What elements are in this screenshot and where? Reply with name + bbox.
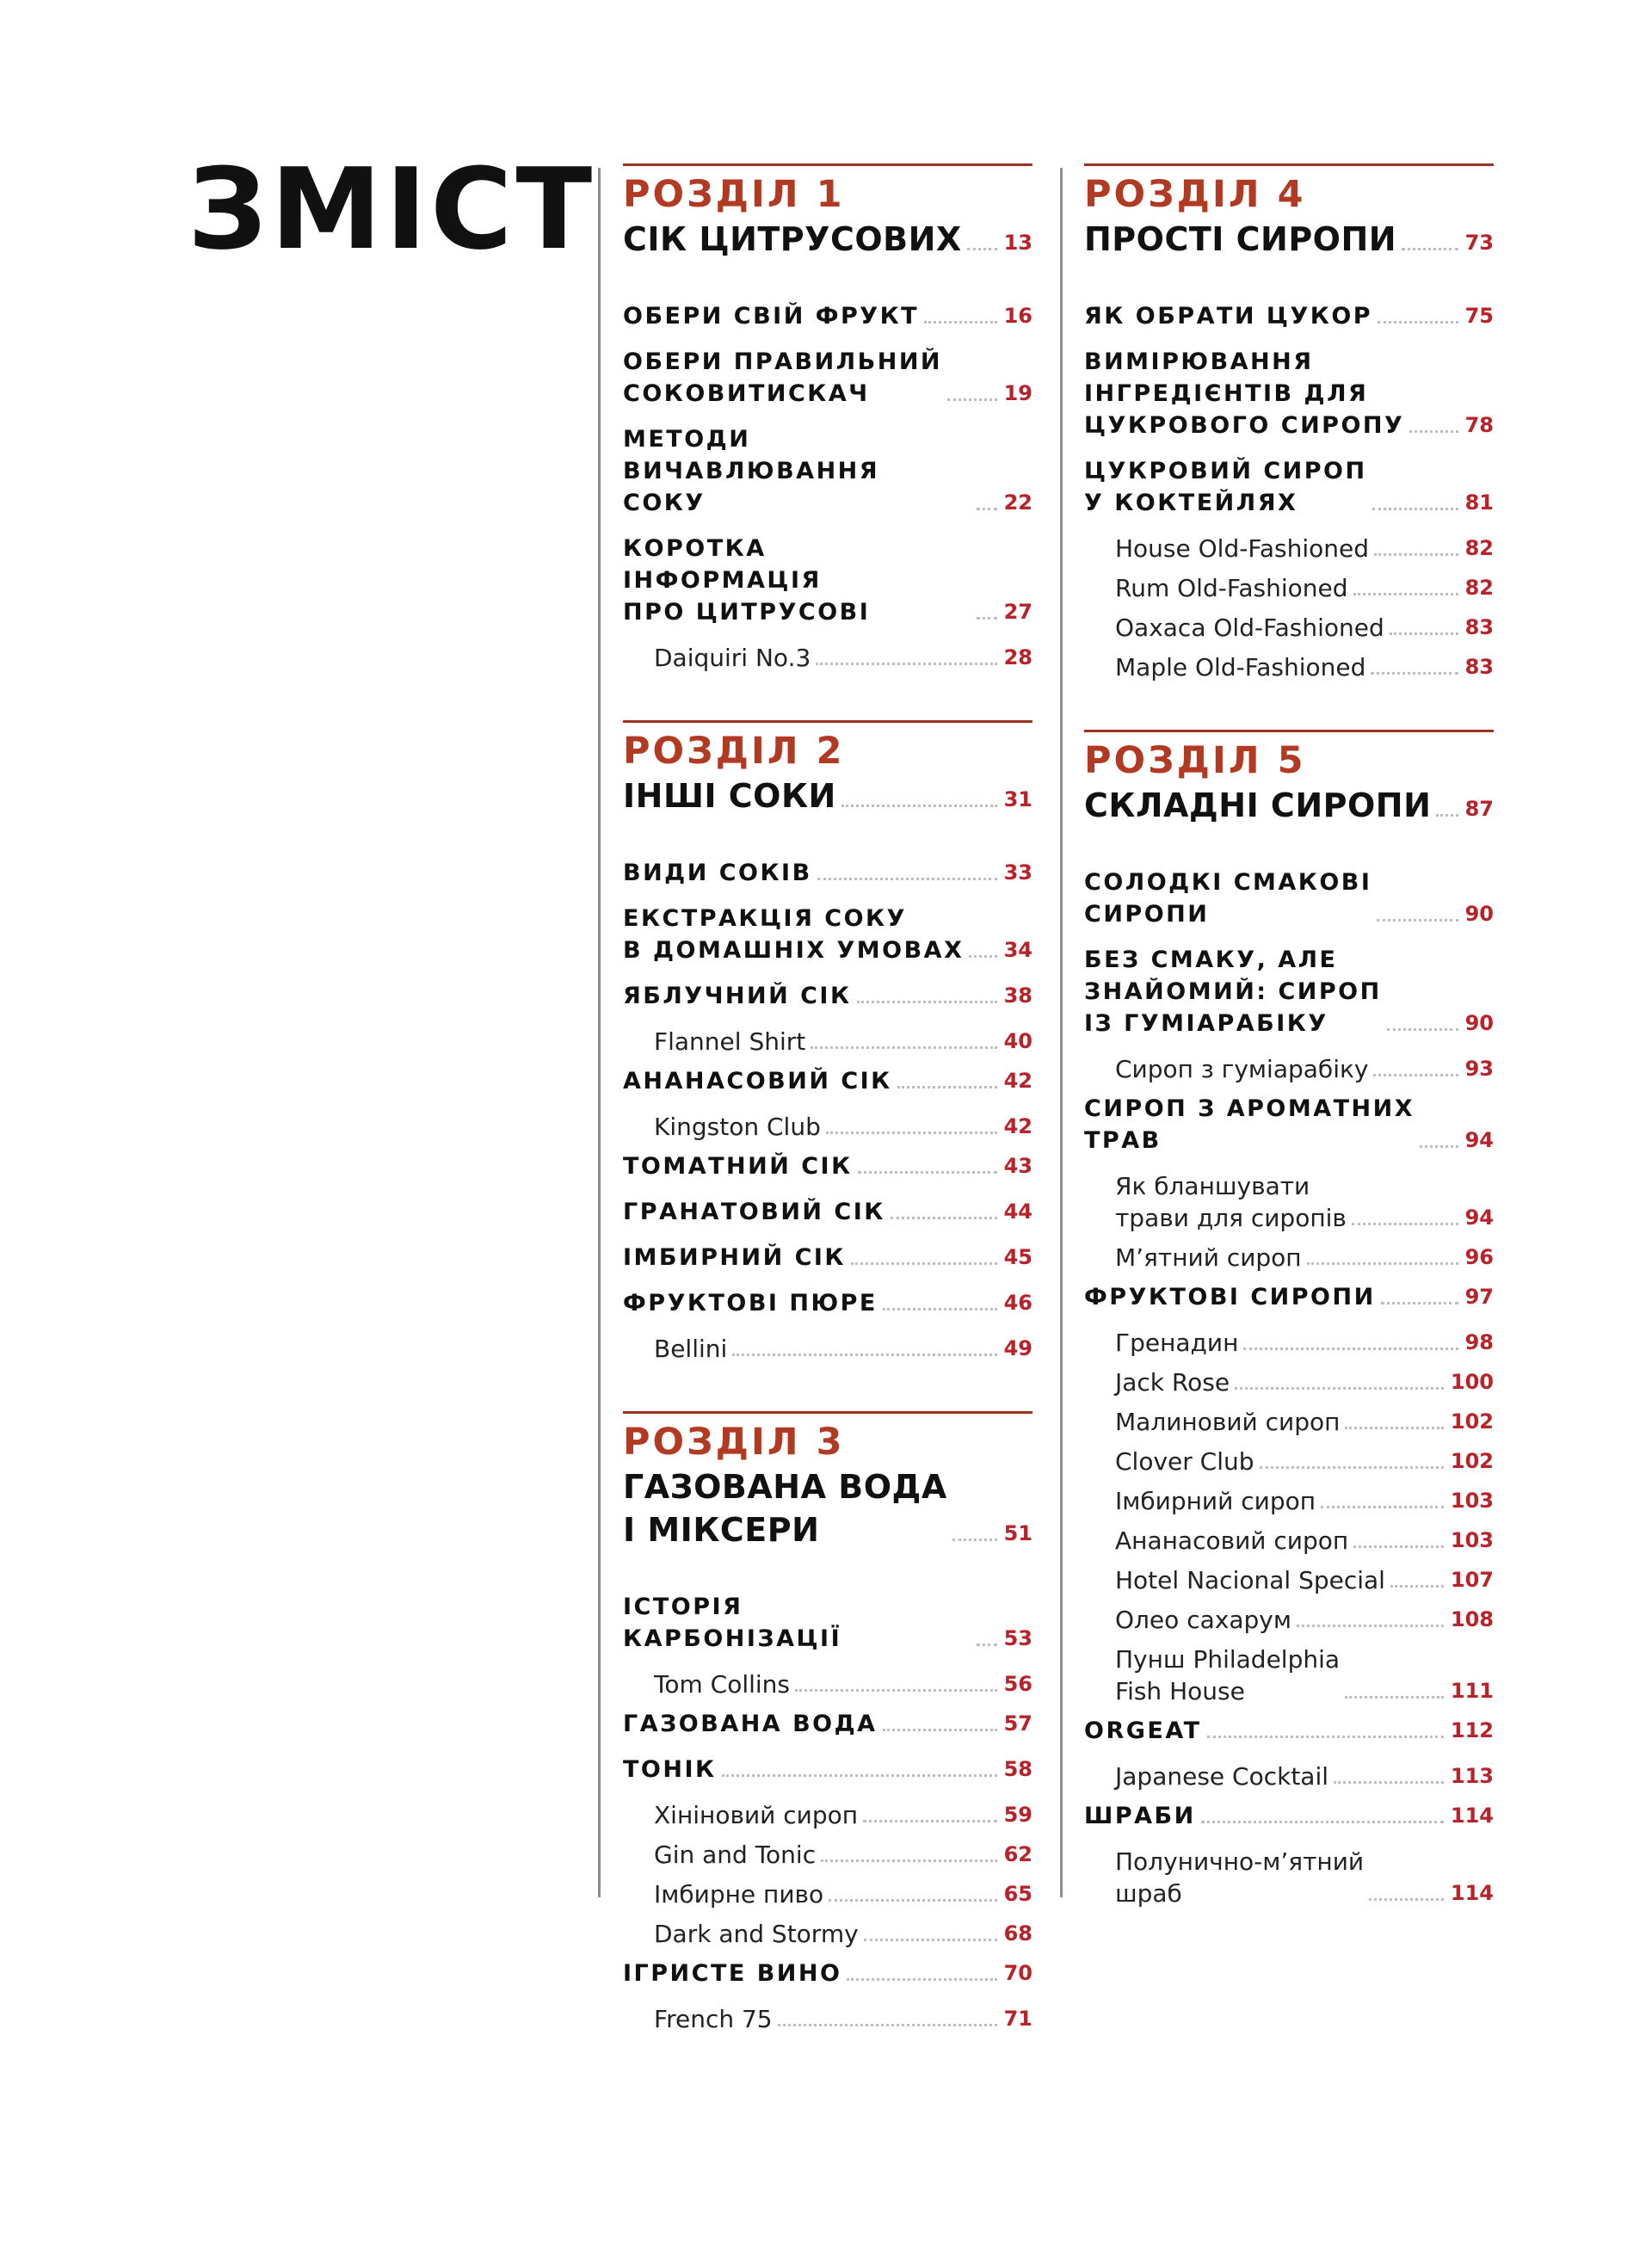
dot-leader: [1436, 814, 1458, 817]
page-title: ЗМІСТ: [188, 144, 596, 274]
entry-page-number: 108: [1450, 1607, 1494, 1631]
entry-title: Maple Old-Fashioned: [1115, 653, 1366, 681]
toc-entry[interactable]: [1084, 1715, 1494, 1747]
toc-subentry[interactable]: [1084, 1406, 1494, 1438]
toc-subentry[interactable]: [1084, 1604, 1494, 1636]
toc-entry[interactable]: [623, 1196, 1032, 1228]
dot-leader: [847, 1978, 996, 1981]
entry-page-number: 46: [1003, 1291, 1032, 1315]
entry-page-number: 27: [1003, 600, 1032, 624]
dot-leader: [778, 2024, 997, 2026]
entry-title: ВИДИ СОКІВ: [623, 860, 812, 886]
dot-leader: [1307, 1262, 1458, 1265]
entry-title: СИРОП З АРОМАТНИХ ТРАВ: [1084, 1095, 1415, 1154]
entry-title: Імбирний сироп: [1115, 1487, 1316, 1515]
entry-page-number: 100: [1450, 1370, 1494, 1394]
toc-subentry[interactable]: [1084, 1053, 1494, 1085]
entry-title: Rum Old-Fashioned: [1115, 574, 1348, 602]
entry-title: ОБЕРИ СВІЙ ФРУКТ: [623, 303, 920, 330]
entry-page-number: 16: [1003, 304, 1032, 328]
dot-leader: [851, 1262, 997, 1265]
entry-page-number: 112: [1450, 1718, 1494, 1742]
toc-entry[interactable]: [623, 1242, 1032, 1273]
entry-title: ІСТОРІЯ КАРБОНІЗАЦІЇ: [623, 1594, 842, 1652]
entry-title: ШРАБИ: [1084, 1803, 1196, 1829]
dot-leader: [969, 955, 996, 958]
entry-title: ФРУКТОВІ СИРОПИ: [1084, 1284, 1376, 1310]
chapter-title-row[interactable]: [1084, 218, 1494, 261]
entry-page-number: 113: [1450, 1764, 1494, 1788]
dot-leader: [1297, 1625, 1444, 1627]
dot-leader: [1402, 248, 1458, 250]
entry-page-number: 93: [1464, 1057, 1494, 1081]
toc-subentry[interactable]: [1084, 1846, 1494, 1909]
entry-page-number: 28: [1003, 645, 1032, 669]
entry-title: Gin and Tonic: [654, 1841, 817, 1869]
entry-page-number: 43: [1003, 1154, 1032, 1178]
entry-title: ГРАНАТОВИЙ СІК: [623, 1199, 885, 1225]
dot-leader: [1334, 1781, 1444, 1784]
entry-page-number: 78: [1464, 413, 1494, 437]
entry-page-number: 70: [1003, 1961, 1032, 1985]
entry-title: МЕТОДИ ВИЧАВЛЮВАННЯ СОКУ: [623, 426, 880, 516]
dot-leader: [1353, 1545, 1444, 1548]
entry-page-number: 82: [1464, 536, 1494, 560]
dot-leader: [857, 1001, 997, 1003]
entry-title: ЦУКРОВИЙ СИРОП У КОКТЕЙЛЯХ: [1084, 458, 1367, 516]
entry-title: СОЛОДКІ СМАКОВІ СИРОПИ: [1084, 869, 1372, 928]
entry-page-number: 49: [1003, 1336, 1032, 1360]
entry-title: Dark and Stormy: [654, 1920, 859, 1948]
chapter-title-row[interactable]: [1084, 784, 1494, 827]
entry-title: Kingston Club: [654, 1113, 821, 1141]
chapter-label: РОЗДІЛ 2: [623, 730, 845, 773]
entry-page-number: 40: [1003, 1029, 1032, 1053]
dot-leader: [924, 321, 997, 324]
chapter-section: [1084, 730, 1494, 1909]
entry-title: Daiquiri No.3: [654, 644, 811, 672]
entry-page-number: 38: [1003, 984, 1032, 1008]
toc-subentry[interactable]: [1084, 533, 1494, 564]
entry-page-number: 59: [1003, 1803, 1032, 1827]
entry-title: ЕКСТРАКЦІЯ СОКУ В ДОМАШНІХ УМОВАХ: [623, 905, 965, 964]
dot-leader: [883, 1308, 997, 1310]
toc-entry[interactable]: [623, 1287, 1032, 1319]
chapter-divider: [1084, 163, 1494, 166]
toc-subentry[interactable]: [1084, 1761, 1494, 1792]
dot-leader: [1207, 1736, 1444, 1738]
dot-leader: [967, 248, 997, 250]
chapter-title: СКЛАДНІ СИРОПИ: [1084, 786, 1432, 824]
toc-subentry[interactable]: [1084, 1327, 1494, 1359]
entry-title: ВИМІРЮВАННЯ ІНГРЕДІЄНТІВ ДЛЯ ЦУКРОВОГО СИРОПУ: [1084, 348, 1405, 439]
dot-leader: [1381, 1302, 1458, 1304]
dot-leader: [1260, 1466, 1444, 1469]
entry-page-number: 102: [1450, 1409, 1494, 1434]
chapter-title: ПРОСТІ СИРОПИ: [1084, 220, 1397, 258]
toc-entry[interactable]: [623, 980, 1032, 1012]
dot-leader: [1243, 1347, 1458, 1350]
chapter-section: [1084, 163, 1494, 683]
toc-entry[interactable]: [1084, 1093, 1494, 1156]
chapter-divider: [623, 163, 1032, 166]
chapter-title: СІК ЦИТРУСОВИХ: [623, 220, 962, 258]
toc-entry[interactable]: [1084, 866, 1494, 930]
entry-page-number: 94: [1464, 1128, 1494, 1152]
chapter-title: ІНШІ СОКИ: [623, 777, 836, 815]
entry-title: ГАЗОВАНА ВОДА: [623, 1711, 878, 1737]
toc-subentry[interactable]: [1084, 1446, 1494, 1477]
entry-title: Oaxaca Old-Fashioned: [1115, 614, 1384, 642]
dot-leader: [1390, 632, 1458, 635]
entry-page-number: 34: [1003, 938, 1032, 962]
dot-leader: [1409, 430, 1458, 433]
entry-page-number: 71: [1003, 2007, 1032, 2031]
chapter-title-row[interactable]: [623, 218, 1032, 261]
entry-page-number: 82: [1464, 576, 1494, 600]
dot-leader: [1387, 1028, 1458, 1031]
toc-entry[interactable]: [1084, 346, 1494, 441]
entry-title: Ананасовий сироп: [1115, 1526, 1349, 1555]
entry-title: ТОМАТНИЙ СІК: [623, 1153, 853, 1180]
dot-leader: [829, 1899, 996, 1902]
chapter-label: РОЗДІЛ 3: [623, 1421, 845, 1464]
toc-entry[interactable]: [623, 300, 1032, 332]
dot-leader: [863, 1820, 997, 1822]
entry-page-number: 33: [1003, 860, 1032, 885]
toc-subentry[interactable]: [623, 1333, 1032, 1365]
toc-entry[interactable]: [623, 1065, 1032, 1097]
dot-leader: [977, 617, 997, 620]
dot-leader: [811, 1046, 996, 1049]
dot-leader: [795, 1689, 997, 1692]
dot-leader: [1321, 1506, 1444, 1508]
toc-subentry[interactable]: [1084, 1170, 1494, 1234]
toc-entry[interactable]: [623, 903, 1032, 966]
entry-title: Гренадин: [1115, 1329, 1239, 1357]
entry-title: Hotel Nacional Special: [1115, 1566, 1385, 1594]
chapter-title-row[interactable]: [623, 774, 1032, 817]
toc-entry[interactable]: [623, 1591, 1032, 1655]
toc-subentry[interactable]: [623, 1668, 1032, 1700]
dot-leader: [1201, 1821, 1444, 1823]
toc-entry[interactable]: [1084, 300, 1494, 332]
toc-entry[interactable]: [1084, 455, 1494, 519]
entry-page-number: 102: [1450, 1449, 1494, 1473]
entry-page-number: 96: [1464, 1245, 1494, 1269]
toc-subentry[interactable]: [1084, 612, 1494, 644]
dot-leader: [977, 1643, 997, 1646]
entry-title: Flannel Shirt: [654, 1027, 806, 1056]
dot-leader: [826, 1132, 997, 1134]
dot-leader: [897, 1086, 997, 1088]
entry-title: ІМБИРНИЙ СІК: [623, 1244, 846, 1271]
toc-entry[interactable]: [623, 1958, 1032, 1989]
toc-entry[interactable]: [1084, 1281, 1494, 1313]
entry-page-number: 103: [1450, 1489, 1494, 1513]
dot-leader: [1345, 1696, 1444, 1699]
toc-entry[interactable]: [623, 857, 1032, 889]
toc-subentry[interactable]: [1084, 1242, 1494, 1273]
entry-title: ОБЕРИ ПРАВИЛЬНИЙ СОКОВИТИСКАЧ: [623, 348, 943, 407]
entry-page-number: 94: [1464, 1206, 1494, 1230]
toc-subentry[interactable]: [1084, 1525, 1494, 1557]
entry-page-number: 56: [1003, 1672, 1032, 1696]
dot-leader: [858, 1171, 997, 1174]
dot-leader: [1420, 1145, 1458, 1148]
entry-page-number: 44: [1003, 1199, 1032, 1224]
dot-leader: [821, 1859, 996, 1862]
entry-page-number: 53: [1003, 1626, 1032, 1650]
toc-entry[interactable]: [623, 423, 1032, 519]
dot-leader: [1373, 1074, 1458, 1076]
toc-subentry[interactable]: [623, 2003, 1032, 2035]
chapter-title: ГАЗОВАНА ВОДА І МІКСЕРИ: [623, 1468, 947, 1549]
dot-leader: [891, 1217, 997, 1219]
dot-leader: [732, 1354, 996, 1356]
dot-leader: [1235, 1387, 1444, 1390]
entry-page-number: 90: [1464, 902, 1494, 926]
entry-page-number: 98: [1464, 1330, 1494, 1354]
entry-title: ІГРИСТЕ ВИНО: [623, 1960, 842, 1987]
dot-leader: [977, 508, 997, 510]
entry-title: Сироп з гуміарабіку: [1115, 1055, 1369, 1083]
toc-subentry[interactable]: [623, 642, 1032, 674]
toc-entry[interactable]: [1084, 944, 1494, 1039]
toc-column-right: [1084, 163, 1494, 1956]
toc-entry[interactable]: [623, 1150, 1032, 1182]
entry-page-number: 107: [1450, 1568, 1494, 1592]
entry-title: Хініновий сироп: [654, 1801, 859, 1829]
entry-title: ЯК ОБРАТИ ЦУКОР: [1084, 303, 1373, 330]
entry-page-number: 114: [1450, 1881, 1494, 1905]
toc-entry[interactable]: [623, 1708, 1032, 1740]
toc-entry[interactable]: [623, 533, 1032, 628]
toc-subentry[interactable]: [623, 1878, 1032, 1910]
entry-page-number: 65: [1003, 1882, 1032, 1906]
dot-leader: [817, 878, 997, 880]
entry-page-number: 111: [1450, 1679, 1494, 1703]
chapter-divider: [1084, 730, 1494, 732]
toc-subentry[interactable]: [623, 1799, 1032, 1831]
chapter-section: [623, 720, 1032, 1365]
toc-subentry[interactable]: [623, 1839, 1032, 1871]
entry-title: М’ятний сироп: [1115, 1243, 1302, 1272]
dot-leader: [947, 398, 997, 401]
entry-page-number: 90: [1464, 1011, 1494, 1035]
entry-page-number: 83: [1464, 615, 1494, 639]
chapter-divider: [623, 1411, 1032, 1414]
entry-page-number: 58: [1003, 1757, 1032, 1781]
dot-leader: [1372, 508, 1458, 510]
chapter-label: РОЗДІЛ 4: [1084, 173, 1306, 216]
entry-page-number: 81: [1464, 490, 1494, 515]
chapter-page-number: 87: [1464, 797, 1494, 821]
entry-title: Імбирне пиво: [654, 1880, 824, 1909]
chapter-divider: [623, 720, 1032, 723]
entry-page-number: 45: [1003, 1245, 1032, 1269]
dot-leader: [864, 1939, 997, 1941]
dot-leader: [1353, 593, 1458, 595]
entry-title: Олео сахарум: [1115, 1606, 1291, 1634]
dot-leader: [722, 1774, 997, 1777]
entry-title: Japanese Cocktail: [1115, 1762, 1329, 1791]
entry-title: Jack Rose: [1115, 1368, 1230, 1397]
entry-title: Bellini: [654, 1335, 728, 1363]
dot-leader: [1369, 1898, 1444, 1901]
dot-leader: [1352, 1223, 1458, 1225]
entry-title: Пунш Philadelphia Fish House: [1115, 1645, 1341, 1705]
toc-subentry[interactable]: [623, 1026, 1032, 1058]
entry-title: French 75: [654, 2005, 773, 2033]
toc-entry[interactable]: [623, 346, 1032, 410]
chapter-page-number: 13: [1003, 231, 1032, 255]
entry-title: House Old-Fashioned: [1115, 534, 1370, 563]
dot-leader: [1374, 553, 1458, 556]
dot-leader: [1371, 672, 1458, 675]
entry-title: Полунично-м’ятний шраб: [1115, 1847, 1365, 1908]
toc-subentry[interactable]: [623, 1918, 1032, 1950]
dot-leader: [816, 663, 996, 665]
chapter-section: [623, 1411, 1032, 2035]
entry-page-number: 42: [1003, 1114, 1032, 1138]
entry-page-number: 62: [1003, 1842, 1032, 1866]
chapter-page-number: 73: [1464, 231, 1494, 255]
entry-title: Clover Club: [1115, 1447, 1254, 1476]
entry-page-number: 57: [1003, 1711, 1032, 1736]
toc-subentry[interactable]: [1084, 572, 1494, 604]
chapter-label: РОЗДІЛ 5: [1084, 739, 1306, 782]
entry-title: Як бланшувати трави для сиропів: [1115, 1172, 1347, 1232]
entry-page-number: 103: [1450, 1528, 1494, 1552]
entry-title: ORGEAT: [1084, 1717, 1202, 1744]
toc-subentry[interactable]: [1084, 1564, 1494, 1596]
toc-subentry[interactable]: [623, 1111, 1032, 1143]
chapter-section: [623, 163, 1032, 674]
toc-subentry[interactable]: [1084, 1643, 1494, 1707]
entry-page-number: 83: [1464, 655, 1494, 679]
dot-leader: [1377, 919, 1458, 922]
entry-title: Малиновий сироп: [1115, 1408, 1341, 1436]
toc-entry[interactable]: [1084, 1800, 1494, 1832]
dot-leader: [952, 1539, 997, 1541]
entry-page-number: 68: [1003, 1921, 1032, 1946]
toc-subentry[interactable]: [1084, 651, 1494, 683]
column-divider-left: [598, 168, 601, 1897]
entry-title: ТОНІК: [623, 1756, 717, 1783]
chapter-page-number: 51: [1003, 1521, 1032, 1545]
entry-title: БЕЗ СМАКУ, АЛЕ ЗНАЙОМИЙ: СИРОП ІЗ ГУМІАРАБІКУ: [1084, 947, 1382, 1037]
entry-title: ЯБЛУЧНИЙ СІК: [623, 983, 852, 1009]
entry-page-number: 114: [1450, 1804, 1494, 1828]
chapter-page-number: 31: [1003, 787, 1032, 811]
dot-leader: [1378, 321, 1458, 324]
dot-leader: [1390, 1585, 1444, 1588]
column-divider-right: [1060, 168, 1063, 1897]
entry-page-number: 97: [1464, 1285, 1494, 1309]
chapter-label: РОЗДІЛ 1: [623, 173, 845, 216]
entry-page-number: 75: [1464, 304, 1494, 328]
dot-leader: [841, 805, 997, 807]
entry-title: АНАНАСОВИЙ СІК: [623, 1068, 892, 1095]
dot-leader: [1345, 1427, 1443, 1429]
entry-title: КОРОТКА ІНФОРМАЦІЯ ПРО ЦИТРУСОВІ: [623, 535, 871, 626]
entry-page-number: 19: [1003, 381, 1032, 405]
toc-subentry[interactable]: [1084, 1485, 1494, 1517]
entry-title: ФРУКТОВІ ПЮРЕ: [623, 1290, 878, 1317]
toc-column-left: [623, 163, 1032, 2081]
toc-subentry[interactable]: [1084, 1366, 1494, 1398]
toc-entry[interactable]: [623, 1754, 1032, 1785]
entry-page-number: 22: [1003, 490, 1032, 515]
dot-leader: [883, 1729, 997, 1731]
entry-title: Tom Collins: [654, 1670, 791, 1699]
chapter-title-row[interactable]: [623, 1465, 1032, 1551]
entry-page-number: 42: [1003, 1069, 1032, 1093]
